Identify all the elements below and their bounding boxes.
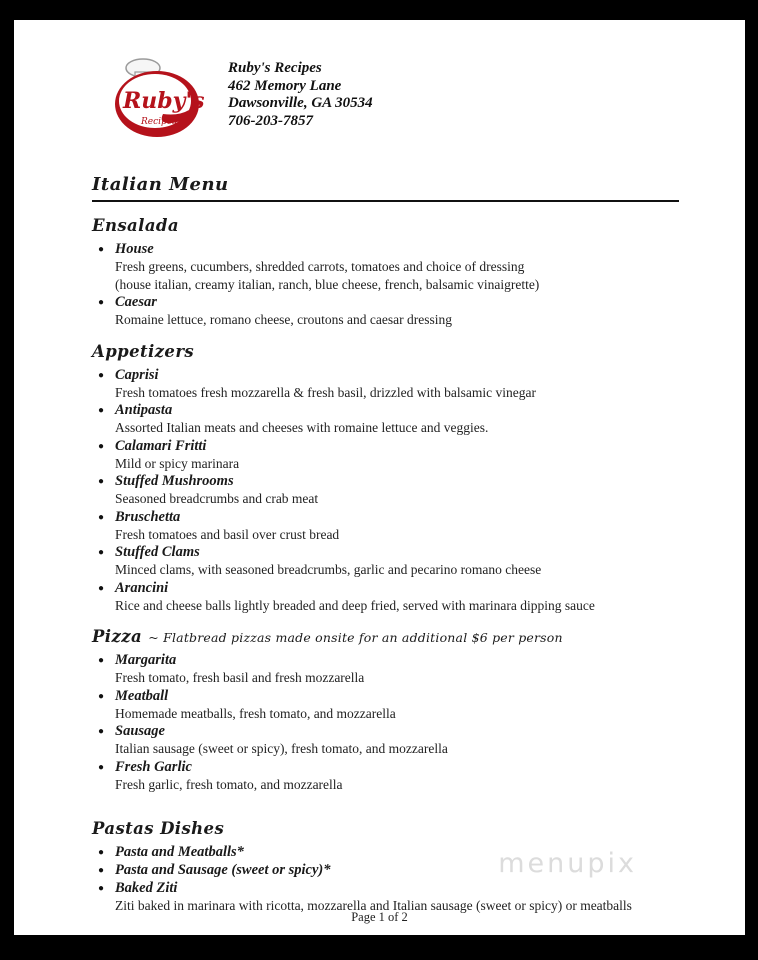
bullet-icon: ●: [98, 405, 105, 416]
bullet-icon: ●: [98, 690, 105, 702]
bullet-icon: ●: [98, 582, 105, 594]
logo-subname-text: Recipes: [141, 117, 177, 127]
item-name: Stuffed Clams: [115, 544, 200, 560]
item-description: Fresh greens, cucumbers, shredded carrots, tomatoes and choice of dressing: [115, 259, 525, 274]
item-name: Sausage: [115, 723, 165, 739]
section-ensalada: [92, 216, 679, 329]
item-name: Pasta and Sausage (sweet or spicy)*: [115, 862, 331, 878]
restaurant-info: [228, 56, 373, 130]
bullet-icon: ●: [98, 761, 105, 773]
menu-item: [98, 723, 679, 758]
item-description: Rice and cheese balls lightly breaded and deep fried, served with marinara dipping sauce: [115, 597, 595, 613]
item-name: Baked Ziti: [115, 880, 178, 896]
item-description: Seasoned breadcrumbs and crab meat: [115, 491, 319, 506]
menu-item: [98, 509, 679, 544]
menu-item: [98, 473, 679, 508]
menu-item: [98, 241, 679, 293]
item-name: Antipasta: [115, 402, 173, 418]
bullet-icon: ●: [98, 655, 105, 666]
section-heading: Ensalada: [92, 216, 179, 235]
item-name: Fresh Garlic: [115, 758, 192, 775]
section-pizza: [92, 627, 679, 793]
bullet-icon: ●: [98, 883, 105, 894]
section-heading: Appetizers: [92, 341, 195, 361]
restaurant-header: [105, 56, 679, 140]
menu-title: Italian Menu: [92, 174, 229, 195]
menu-item: [98, 688, 679, 723]
bullet-icon: ●: [98, 297, 105, 308]
section-heading: Pastas Dishes: [92, 819, 225, 838]
menu-item: [98, 367, 679, 402]
restaurant-phone: 706-203-7857: [228, 112, 313, 129]
item-name: House: [115, 241, 154, 257]
item-description: Fresh tomatoes fresh mozzarella & fresh basil, drizzled with balsamic vinegar: [115, 384, 536, 400]
item-description: Fresh tomato, fresh basil and fresh mozzarella: [115, 670, 365, 685]
page-number: Page 1 of 2: [351, 910, 408, 924]
restaurant-name: Ruby's Recipes: [228, 60, 322, 76]
section-appetizers: [92, 342, 679, 615]
menu-page: [14, 20, 745, 935]
item-description: Homemade meatballs, fresh tomato, and mozzarella: [115, 705, 396, 721]
item-description: Fresh tomatoes and basil over crust bread: [115, 526, 340, 542]
logo-name-text: Ruby's: [123, 88, 205, 114]
item-list: [92, 241, 679, 329]
item-description: Ziti baked in marinara with ricotta, mozzarella and Italian sausage (sweet or spicy) or meatballs: [115, 898, 632, 913]
item-description: Italian sausage (sweet or spicy), fresh tomato, and mozzarella: [115, 741, 448, 756]
menupix-watermark: menupix: [498, 848, 637, 879]
item-name: Calamari Fritti: [115, 437, 207, 454]
title-divider: [92, 200, 679, 202]
page-content: [14, 20, 745, 915]
bullet-icon: ●: [98, 726, 105, 737]
item-name: Arancini: [115, 579, 169, 596]
restaurant-address-line2: Dawsonville, GA 30534: [228, 95, 373, 111]
bullet-icon: ●: [98, 547, 105, 558]
item-name: Stuffed Mushrooms: [115, 473, 234, 489]
item-description: Fresh garlic, fresh tomato, and mozzarella: [115, 776, 343, 792]
menu-item: [98, 580, 679, 615]
bullet-icon: ●: [98, 369, 105, 381]
menu-item: [98, 294, 679, 329]
item-description: Mild or spicy marinara: [115, 455, 240, 471]
item-list: [92, 367, 679, 615]
item-name: Margarita: [115, 652, 177, 668]
item-name: Bruschetta: [115, 508, 181, 525]
item-name: Caesar: [115, 294, 157, 310]
bullet-icon: ●: [98, 244, 105, 255]
menu-item: [98, 402, 679, 437]
item-name: Meatball: [115, 687, 169, 704]
section-note: ~ Flatbread pizzas made onsite for an additional $6 per person: [148, 630, 563, 645]
item-description: (house italian, creamy italian, ranch, blue cheese, french, balsamic vinaigrette): [115, 276, 540, 292]
bullet-icon: ●: [98, 847, 105, 858]
bullet-icon: ●: [98, 476, 105, 487]
item-list: [92, 652, 679, 793]
menu-item: [98, 438, 679, 473]
rubys-logo: [105, 56, 210, 140]
bullet-icon: ●: [98, 511, 105, 523]
bullet-icon: ●: [98, 440, 105, 452]
menu-item: [98, 652, 679, 687]
bullet-icon: ●: [98, 865, 105, 876]
restaurant-address-line1: 462 Memory Lane: [228, 77, 342, 94]
item-description: Assorted Italian meats and cheeses with romaine lettuce and veggies.: [115, 420, 489, 435]
item-description: Romaine lettuce, romano cheese, croutons and caesar dressing: [115, 312, 452, 327]
menu-item: [98, 544, 679, 579]
item-name: Pasta and Meatballs*: [115, 844, 244, 860]
menu-item: [98, 759, 679, 794]
section-heading: Pizza: [92, 627, 143, 646]
item-description: Minced clams, with seasoned breadcrumbs, garlic and pecarino romano cheese: [115, 562, 542, 577]
item-name: Caprisi: [115, 366, 159, 383]
